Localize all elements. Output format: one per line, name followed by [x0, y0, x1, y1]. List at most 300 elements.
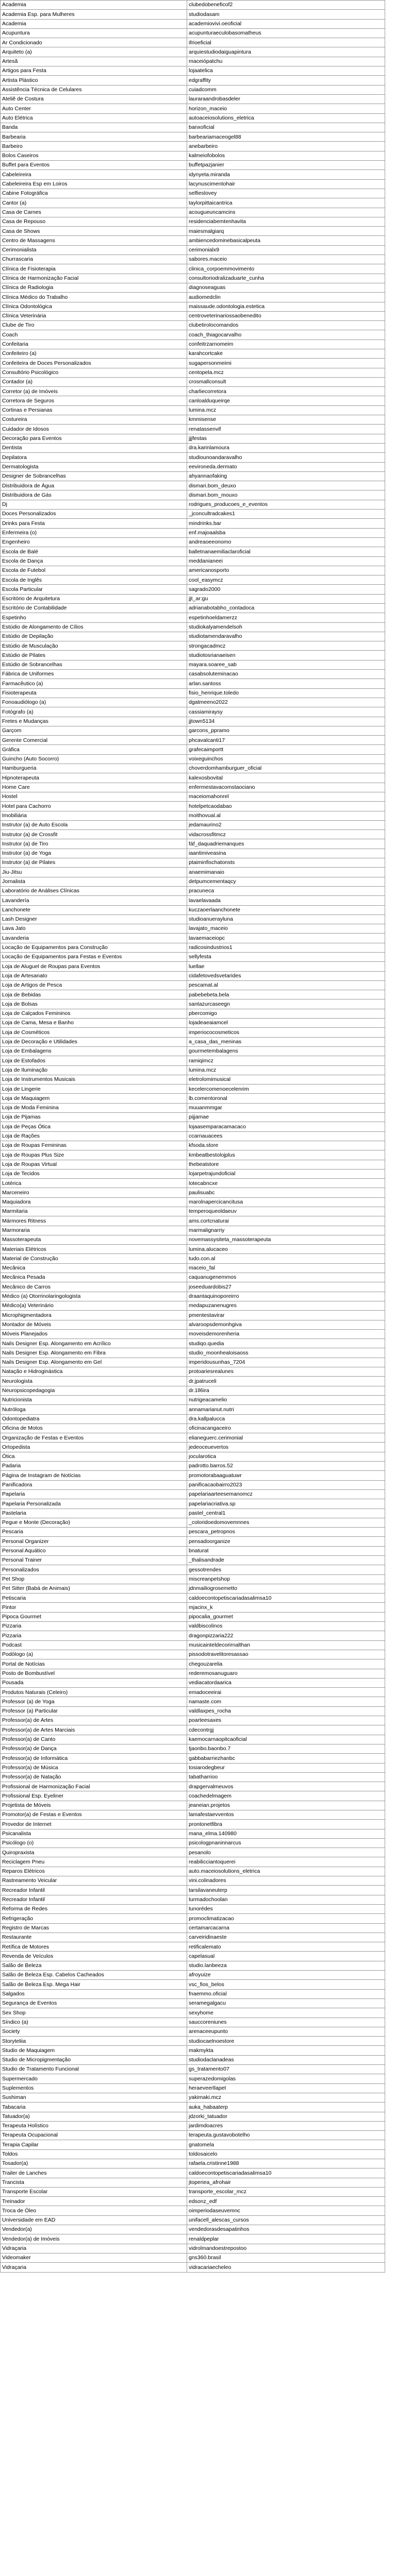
category-cell[interactable]: Toldos	[1, 2149, 187, 2159]
category-cell[interactable]: Gerente Comercial	[1, 736, 187, 745]
instagram-handle-cell[interactable]: vidracariaecheleo	[187, 2263, 385, 2272]
category-cell[interactable]: Materiais Elétricos	[1, 1245, 187, 1254]
category-cell[interactable]: Society	[1, 2027, 187, 2036]
instagram-handle-cell[interactable]: draantaquinoporeirro	[187, 1292, 385, 1301]
instagram-handle-cell[interactable]: cassiamiraysy	[187, 707, 385, 717]
category-cell[interactable]: Buffet para Eventos	[1, 161, 187, 170]
category-cell[interactable]: Professor(a) de Canto	[1, 1735, 187, 1744]
category-cell[interactable]: Home Care	[1, 783, 187, 792]
category-cell[interactable]: Psicólogo (o)	[1, 1838, 187, 1848]
category-cell[interactable]: Loja de Embalagens	[1, 1046, 187, 1056]
category-cell[interactable]: Panificadora	[1, 1480, 187, 1489]
instagram-handle-cell[interactable]: diagnoseaguas	[187, 283, 385, 292]
instagram-handle-cell[interactable]: karahcortcake	[187, 349, 385, 358]
category-cell[interactable]: Loja de Peças Ótica	[1, 1122, 187, 1131]
category-cell[interactable]: Loja de Moda Feminina	[1, 1103, 187, 1112]
category-cell[interactable]: Imobiliária	[1, 811, 187, 820]
category-cell[interactable]: Estúdio de Musculação	[1, 641, 187, 651]
category-cell[interactable]: Escola de Inglês	[1, 575, 187, 585]
instagram-handle-cell[interactable]: lb.comentoronal	[187, 1094, 385, 1103]
category-cell[interactable]: Drinks para Festa	[1, 519, 187, 528]
category-cell[interactable]: Loja de Instrumentos Musicais	[1, 1075, 187, 1084]
instagram-handle-cell[interactable]: kalexosbovital	[187, 773, 385, 783]
instagram-handle-cell[interactable]: renatassenvif	[187, 425, 385, 434]
category-cell[interactable]: Barbeiro	[1, 142, 187, 151]
category-cell[interactable]: Pet Shop	[1, 1574, 187, 1584]
instagram-handle-cell[interactable]: hotelpetcaodabao	[187, 802, 385, 811]
instagram-handle-cell[interactable]: valdlaxpes_rocha	[187, 1706, 385, 1716]
category-cell[interactable]: Provedor de Internet	[1, 1820, 187, 1829]
instagram-handle-cell[interactable]: terapeuta.gustavobotelho	[187, 2131, 385, 2140]
instagram-handle-cell[interactable]: auto.maceiosolutions_eletrica	[187, 1867, 385, 1876]
instagram-handle-cell[interactable]: residenciabemtenhavita	[187, 217, 385, 226]
category-cell[interactable]: Banda	[1, 123, 187, 132]
instagram-handle-cell[interactable]: lamafestaevventos	[187, 1810, 385, 1820]
instagram-handle-cell[interactable]: caquanugenemmos	[187, 1273, 385, 1282]
category-cell[interactable]: Posto de Bombustível	[1, 1669, 187, 1678]
category-cell[interactable]: Universidade em EAD	[1, 2215, 187, 2225]
category-cell[interactable]: Maquiadora	[1, 1197, 187, 1207]
instagram-handle-cell[interactable]: vendedorasdesapatinhos	[187, 2225, 385, 2234]
instagram-handle-cell[interactable]: arenaceeupunto	[187, 2027, 385, 2036]
category-cell[interactable]: Doces Personalizados	[1, 510, 187, 519]
instagram-handle-cell[interactable]: pmentestavirar	[187, 1311, 385, 1320]
category-cell[interactable]: Professor(a) de Dança	[1, 1744, 187, 1753]
instagram-handle-cell[interactable]: prontonetfibra	[187, 1820, 385, 1829]
instagram-handle-cell[interactable]: lojarpetrajundoficial	[187, 1169, 385, 1178]
instagram-handle-cell[interactable]: centroveterinariossaobenedito	[187, 311, 385, 320]
instagram-handle-cell[interactable]: enfermestavacomstaociano	[187, 783, 385, 792]
category-cell[interactable]: Loja de Bebidas	[1, 990, 187, 999]
category-cell[interactable]: Papelaria Personalizada	[1, 1499, 187, 1509]
category-cell[interactable]: Decoração para Eventos	[1, 434, 187, 443]
instagram-handle-cell[interactable]: horizon_maceio	[187, 104, 385, 113]
instagram-handle-cell[interactable]: pijjamae	[187, 1113, 385, 1122]
instagram-handle-cell[interactable]: studiotamendaravalho	[187, 632, 385, 641]
instagram-handle-cell[interactable]: ptaiminfischatonsts	[187, 858, 385, 868]
instagram-handle-cell[interactable]: voixeguinchos	[187, 754, 385, 764]
instagram-handle-cell[interactable]: dragonpizzaria222	[187, 1631, 385, 1640]
instagram-handle-cell[interactable]: acupunturaeculobasomatheus	[187, 28, 385, 38]
instagram-handle-cell[interactable]: caldoecontopetiscariadasalimsa10	[187, 1594, 385, 1603]
category-cell[interactable]: Cabine Fotográfica	[1, 189, 187, 198]
instagram-handle-cell[interactable]: studiounoandaravalho	[187, 453, 385, 462]
instagram-handle-cell[interactable]: emadoceeirai	[187, 1688, 385, 1697]
category-cell[interactable]: Escola de Futebol	[1, 566, 187, 575]
instagram-handle-cell[interactable]: renaldpeplar	[187, 2234, 385, 2244]
instagram-handle-cell[interactable]: phcavalcanti17	[187, 736, 385, 745]
category-cell[interactable]: Loja de Pijamas	[1, 1113, 187, 1122]
category-cell[interactable]: Instrutor (a) de Yoga	[1, 849, 187, 858]
instagram-handle-cell[interactable]: ifrioeficial	[187, 38, 385, 47]
category-cell[interactable]: Cortinas e Persianas	[1, 405, 187, 415]
category-cell[interactable]: Mármores Ritness	[1, 1216, 187, 1226]
instagram-handle-cell[interactable]: poarteesaxes	[187, 1716, 385, 1725]
instagram-handle-cell[interactable]: clubetirolocomandos	[187, 321, 385, 330]
instagram-handle-cell[interactable]: enf.majoaalsba	[187, 528, 385, 537]
category-cell[interactable]: Loja de Rações	[1, 1131, 187, 1141]
category-cell[interactable]: Trailer de Lanches	[1, 2168, 187, 2178]
instagram-handle-cell[interactable]: carveiridinaeste	[187, 1933, 385, 1942]
category-cell[interactable]: Assistência Técnica de Celulares	[1, 85, 187, 94]
instagram-handle-cell[interactable]: padrotto.barros.52	[187, 1462, 385, 1471]
instagram-handle-cell[interactable]: casabsoluteminacao	[187, 670, 385, 679]
category-cell[interactable]: Loja de Roupas Plus Size	[1, 1150, 187, 1160]
category-cell[interactable]: Vidraçaria	[1, 2263, 187, 2272]
instagram-handle-cell[interactable]: radicosindustrios1	[187, 943, 385, 952]
instagram-handle-cell[interactable]: anebarbeiro	[187, 142, 385, 151]
instagram-handle-cell[interactable]: jjtown5134	[187, 717, 385, 726]
instagram-handle-cell[interactable]: elianeguerc.cerimonial	[187, 1433, 385, 1443]
instagram-handle-cell[interactable]: studiqo.quedia	[187, 1339, 385, 1348]
category-cell[interactable]: Supermercado	[1, 2074, 187, 2083]
category-cell[interactable]: Corretora de Seguros	[1, 396, 187, 405]
instagram-handle-cell[interactable]: jjt_ar:gu	[187, 594, 385, 603]
instagram-handle-cell[interactable]: jardimdoacres	[187, 2121, 385, 2130]
instagram-handle-cell[interactable]: unifacell_alescas_cursos	[187, 2215, 385, 2225]
category-cell[interactable]: Rastreamento Veicular	[1, 1876, 187, 1886]
instagram-handle-cell[interactable]: lavaemaceiopc	[187, 934, 385, 943]
category-cell[interactable]: Oficina de Motos	[1, 1423, 187, 1433]
instagram-handle-cell[interactable]: maceiópatchu	[187, 57, 385, 66]
category-cell[interactable]: Instrutor (a) de Auto Escola	[1, 820, 187, 829]
category-cell[interactable]: Móveis Planejados	[1, 1329, 187, 1338]
instagram-handle-cell[interactable]: selfieslovey	[187, 189, 385, 198]
instagram-handle-cell[interactable]: gns360.brasil	[187, 2253, 385, 2262]
instagram-handle-cell[interactable]: cidafetovedsvetarides	[187, 971, 385, 980]
instagram-handle-cell[interactable]: retificalemato	[187, 1942, 385, 1952]
category-cell[interactable]: Organização de Festas e Eventos	[1, 1433, 187, 1443]
category-cell[interactable]: Escola de Dança	[1, 556, 187, 566]
category-cell[interactable]: Loja de Lingerie	[1, 1084, 187, 1094]
instagram-handle-cell[interactable]: studiodasam	[187, 10, 385, 19]
category-cell[interactable]: Consultório Psicológico	[1, 368, 187, 377]
instagram-handle-cell[interactable]: sagrado2000	[187, 585, 385, 594]
instagram-handle-cell[interactable]: anaemimanaio	[187, 868, 385, 877]
instagram-handle-cell[interactable]: kalmeiofobolos	[187, 151, 385, 160]
category-cell[interactable]: Pet Sitter (Babá de Animais)	[1, 1584, 187, 1593]
instagram-handle-cell[interactable]: sugapersonmeimi	[187, 359, 385, 368]
category-cell[interactable]: Escritório de Contabilidade	[1, 604, 187, 613]
category-cell[interactable]: Barbearia	[1, 132, 187, 142]
instagram-handle-cell[interactable]: seramegalgacu	[187, 1998, 385, 2008]
category-cell[interactable]: Lavandería	[1, 896, 187, 905]
category-cell[interactable]: Pipoca Gourmet	[1, 1612, 187, 1621]
instagram-handle-cell[interactable]: lumina.alucaceo	[187, 1245, 385, 1254]
instagram-handle-cell[interactable]: marmalignarriy	[187, 1226, 385, 1235]
category-cell[interactable]: Transporte Escolar	[1, 2187, 187, 2196]
instagram-handle-cell[interactable]: jdnmailiogrosemetto	[187, 1584, 385, 1593]
category-cell[interactable]: Hamburgueria	[1, 764, 187, 773]
category-cell[interactable]: Portal de Notícias	[1, 1659, 187, 1669]
instagram-handle-cell[interactable]: ccarnauacees	[187, 1131, 385, 1141]
category-cell[interactable]: Promotor(a) de Festas e Eventos	[1, 1810, 187, 1820]
category-cell[interactable]: Instrutor (a) de Tiro	[1, 839, 187, 849]
category-cell[interactable]: Costureira	[1, 415, 187, 425]
category-cell[interactable]: Marmoraria	[1, 1226, 187, 1235]
category-cell[interactable]: Confeiteiro (a)	[1, 349, 187, 358]
instagram-handle-cell[interactable]: vsc_fios_belos	[187, 1980, 385, 1989]
instagram-handle-cell[interactable]: oficinacangaceiro	[187, 1423, 385, 1433]
instagram-handle-cell[interactable]: fáf_daquadriemanques	[187, 839, 385, 849]
category-cell[interactable]: Personal Organizer	[1, 1537, 187, 1546]
category-cell[interactable]: Distribuidora de Água	[1, 481, 187, 490]
category-cell[interactable]: Personalizados	[1, 1565, 187, 1574]
category-cell[interactable]: Fretes e Mudanças	[1, 717, 187, 726]
instagram-handle-cell[interactable]: lumina.mcz	[187, 1065, 385, 1075]
category-cell[interactable]: Tatuador(a)	[1, 2112, 187, 2121]
category-cell[interactable]: Confeiteira de Doces Personalizados	[1, 359, 187, 368]
category-cell[interactable]: Personal Aquático	[1, 1546, 187, 1555]
instagram-handle-cell[interactable]: cerimonialx9	[187, 245, 385, 255]
category-cell[interactable]: Engenheiro	[1, 537, 187, 547]
category-cell[interactable]: Academia	[1, 19, 187, 28]
category-cell[interactable]: Treinador	[1, 2197, 187, 2206]
category-cell[interactable]: Restaurante	[1, 1933, 187, 1942]
instagram-handle-cell[interactable]: jeaneian.projetos	[187, 1801, 385, 1810]
category-cell[interactable]: Registro de Marcas	[1, 1923, 187, 1933]
instagram-handle-cell[interactable]: tosiarodegbeur	[187, 1763, 385, 1772]
instagram-handle-cell[interactable]: sexyhome	[187, 2008, 385, 2018]
instagram-handle-cell[interactable]: barbeariamaceogel88	[187, 132, 385, 142]
instagram-handle-cell[interactable]: kuczaoerlaanchonete	[187, 905, 385, 914]
instagram-handle-cell[interactable]: oimperiodaseuvemnc	[187, 2206, 385, 2215]
instagram-handle-cell[interactable]: kmbeatbestolojplus	[187, 1150, 385, 1160]
category-cell[interactable]: Refrigeração	[1, 1914, 187, 1923]
category-cell[interactable]: Loja de Calçados Femininos	[1, 1009, 187, 1018]
category-cell[interactable]: Terapia Capilar	[1, 2140, 187, 2149]
instagram-handle-cell[interactable]: lojaasemparacamacaco	[187, 1122, 385, 1131]
instagram-handle-cell[interactable]: _thalisandrade	[187, 1555, 385, 1565]
category-cell[interactable]: Tabacaria	[1, 2103, 187, 2112]
category-cell[interactable]: Professor(a) de Informática	[1, 1754, 187, 1763]
category-cell[interactable]: Mecânica	[1, 1263, 187, 1273]
instagram-handle-cell[interactable]: pabebebeta.bela	[187, 990, 385, 999]
instagram-handle-cell[interactable]: studioanuerayluna	[187, 914, 385, 924]
instagram-handle-cell[interactable]: idynyeta.miranda	[187, 170, 385, 179]
category-cell[interactable]: Lotérica	[1, 1179, 187, 1188]
category-cell[interactable]: Artista Plástico	[1, 76, 187, 85]
category-cell[interactable]: Mecânica Pesada	[1, 1273, 187, 1282]
instagram-handle-cell[interactable]: iaantimiveasina	[187, 849, 385, 858]
category-cell[interactable]: Bolos Caseiros	[1, 151, 187, 160]
instagram-handle-cell[interactable]: lojadeaeaiamcel	[187, 1019, 385, 1028]
category-cell[interactable]: Vendedor(a) de Imóveis	[1, 2234, 187, 2244]
instagram-handle-cell[interactable]: lavajato_maceio	[187, 924, 385, 934]
instagram-handle-cell[interactable]: ahyannaofaking	[187, 471, 385, 481]
instagram-handle-cell[interactable]: autoaceiosolutions_eletrica	[187, 113, 385, 123]
instagram-handle-cell[interactable]: academiovivi.oeoficial	[187, 19, 385, 28]
category-cell[interactable]: Sushiman	[1, 2093, 187, 2102]
category-cell[interactable]: Podólogo (a)	[1, 1650, 187, 1659]
instagram-handle-cell[interactable]: lojaatelica	[187, 66, 385, 76]
category-cell[interactable]: Salão de Beleza Esp. Mega Hair	[1, 1980, 187, 1989]
category-cell[interactable]: Trancista	[1, 2178, 187, 2187]
instagram-handle-cell[interactable]: toldosaicelo	[187, 2149, 385, 2159]
instagram-handle-cell[interactable]: dra.karinlamoura	[187, 443, 385, 452]
category-cell[interactable]: Projetista de Móveis	[1, 1801, 187, 1810]
category-cell[interactable]: Clínica de Radiologia	[1, 283, 187, 292]
category-cell[interactable]: Neuropsicopedagogia	[1, 1386, 187, 1395]
instagram-handle-cell[interactable]: pastel_central1	[187, 1509, 385, 1518]
category-cell[interactable]: Terapeuta Ocupacional	[1, 2131, 187, 2140]
instagram-handle-cell[interactable]: panificacaobairro2023	[187, 1480, 385, 1489]
instagram-handle-cell[interactable]: rodrigues_producoes_e_eventos	[187, 500, 385, 509]
instagram-handle-cell[interactable]: _jconcultradcakes1	[187, 510, 385, 519]
instagram-handle-cell[interactable]: tabatharrioo	[187, 1772, 385, 1782]
instagram-handle-cell[interactable]: turmadochoolan	[187, 1895, 385, 1904]
category-cell[interactable]: Nails Designer Esp. Alongamento em Gel	[1, 1358, 187, 1367]
category-cell[interactable]: Artesã	[1, 57, 187, 66]
category-cell[interactable]: Coach	[1, 330, 187, 340]
category-cell[interactable]: Loja de Iluminação	[1, 1065, 187, 1075]
category-cell[interactable]: Escritório de Arquitetura	[1, 594, 187, 603]
category-cell[interactable]: Estúdio de Alongamento de Cílios	[1, 622, 187, 632]
category-cell[interactable]: Mecânico de Carros	[1, 1282, 187, 1292]
category-cell[interactable]: Neurologista	[1, 1377, 187, 1386]
category-cell[interactable]: Loja de Roupas Virtual	[1, 1160, 187, 1169]
instagram-handle-cell[interactable]: rafaela.cristinne1988	[187, 2159, 385, 2168]
category-cell[interactable]: Reforma de Redes	[1, 1904, 187, 1913]
category-cell[interactable]: Sex Shop	[1, 2008, 187, 2018]
instagram-handle-cell[interactable]: pbercomigo	[187, 1009, 385, 1018]
instagram-handle-cell[interactable]: moithovual.al	[187, 811, 385, 820]
instagram-handle-cell[interactable]: arquiestudiodaiguapintura	[187, 47, 385, 57]
category-cell[interactable]: Estúdio de Pilates	[1, 651, 187, 660]
instagram-handle-cell[interactable]: kmmisense	[187, 415, 385, 425]
category-cell[interactable]: Natação e Hidroginástica	[1, 1367, 187, 1377]
instagram-handle-cell[interactable]: gs_tratamento07	[187, 2065, 385, 2074]
category-cell[interactable]: Loja de Cosméticos	[1, 1028, 187, 1037]
instagram-handle-cell[interactable]: studiokalyamendelsoh	[187, 622, 385, 632]
instagram-handle-cell[interactable]: tarsilavaneuterp	[187, 1886, 385, 1895]
instagram-handle-cell[interactable]: cuiadcomm	[187, 85, 385, 94]
category-cell[interactable]: Contador (a)	[1, 377, 187, 386]
instagram-handle-cell[interactable]: maceiomahonrel	[187, 792, 385, 801]
category-cell[interactable]: Pescaria	[1, 1528, 187, 1537]
category-cell[interactable]: Papelaria	[1, 1489, 187, 1499]
instagram-handle-cell[interactable]: edgraffity	[187, 76, 385, 85]
category-cell[interactable]: Enfermeira (o)	[1, 528, 187, 537]
instagram-handle-cell[interactable]: medapuzanenugres	[187, 1301, 385, 1310]
instagram-handle-cell[interactable]: transporte_escolar_mcz	[187, 2187, 385, 2196]
category-cell[interactable]: Vendedor(a)	[1, 2225, 187, 2234]
category-cell[interactable]: Designer de Sobrancelhas	[1, 471, 187, 481]
category-cell[interactable]: Recreador Infantil	[1, 1895, 187, 1904]
instagram-handle-cell[interactable]: capelasual	[187, 1952, 385, 1961]
instagram-handle-cell[interactable]: caldoecontopetiscariadasalimsa10	[187, 2168, 385, 2178]
category-cell[interactable]: Cabeleireira	[1, 170, 187, 179]
category-cell[interactable]: Auto Elétrica	[1, 113, 187, 123]
instagram-handle-cell[interactable]: grafecaimportt	[187, 745, 385, 754]
instagram-handle-cell[interactable]: pracuneca	[187, 886, 385, 895]
instagram-handle-cell[interactable]: pipocalia_gourmet	[187, 1612, 385, 1621]
category-cell[interactable]: Salão de Beleza Esp. Cabelos Cacheados	[1, 1971, 187, 1980]
category-cell[interactable]: Reciclagem Pneu	[1, 1857, 187, 1867]
category-cell[interactable]: Terapeuta Holístico	[1, 2121, 187, 2130]
category-cell[interactable]: Lava Jato	[1, 924, 187, 934]
category-cell[interactable]: Profissional de Harmonização Facial	[1, 1782, 187, 1791]
instagram-handle-cell[interactable]: vini.colinadores	[187, 1876, 385, 1886]
instagram-handle-cell[interactable]: rederemosanuguaro	[187, 1669, 385, 1678]
category-cell[interactable]: Lavanderia	[1, 934, 187, 943]
category-cell[interactable]: Loja de Decoração e Utilidades	[1, 1037, 187, 1046]
instagram-handle-cell[interactable]: makmykta	[187, 2046, 385, 2055]
instagram-handle-cell[interactable]: jedamaurino2	[187, 820, 385, 829]
instagram-handle-cell[interactable]: temperoqueoldaeuv	[187, 1207, 385, 1216]
category-cell[interactable]: Psicanalista	[1, 1829, 187, 1838]
instagram-handle-cell[interactable]: paulisuabc	[187, 1188, 385, 1197]
category-cell[interactable]: Marmitaria	[1, 1207, 187, 1216]
instagram-handle-cell[interactable]: dismari.bom_mouxo	[187, 490, 385, 500]
category-cell[interactable]: Suplementos	[1, 2083, 187, 2093]
category-cell[interactable]: Salgados	[1, 1989, 187, 1998]
instagram-handle-cell[interactable]: gourmetembalagens	[187, 1046, 385, 1056]
category-cell[interactable]: Locação de Equipamentos para Festas e Eventos	[1, 952, 187, 961]
instagram-handle-cell[interactable]: _coloridoedomovemnnes	[187, 1518, 385, 1527]
category-cell[interactable]: Depilatora	[1, 453, 187, 462]
category-cell[interactable]: Laboratório de Análises Clínicas	[1, 886, 187, 895]
category-cell[interactable]: Churrascaria	[1, 255, 187, 264]
instagram-handle-cell[interactable]: vidrolmandoestrepostoo	[187, 2244, 385, 2253]
instagram-handle-cell[interactable]: moveisdemorenheria	[187, 1329, 385, 1338]
instagram-handle-cell[interactable]: psicologpnaninnarcus	[187, 1838, 385, 1848]
category-cell[interactable]: Lanchonete	[1, 905, 187, 914]
instagram-handle-cell[interactable]: dgatmeeno2022	[187, 698, 385, 707]
category-cell[interactable]: Academia	[1, 1, 187, 10]
category-cell[interactable]: Jiu-Jitsu	[1, 868, 187, 877]
category-cell[interactable]: Studio de Micropigmentação	[1, 2055, 187, 2064]
instagram-handle-cell[interactable]: jtoperiea_afrohair	[187, 2178, 385, 2187]
category-cell[interactable]: Pousada	[1, 1678, 187, 1687]
instagram-handle-cell[interactable]: lumina.mcz	[187, 405, 385, 415]
category-cell[interactable]: Escola Particular	[1, 585, 187, 594]
instagram-handle-cell[interactable]: mjacinx_k	[187, 1603, 385, 1612]
category-cell[interactable]: Cantor (a)	[1, 198, 187, 208]
category-cell[interactable]: Segurança de Eventos	[1, 1998, 187, 2008]
category-cell[interactable]: Clínica Odontológica	[1, 302, 187, 311]
instagram-handle-cell[interactable]: dismari.bom_deuxo	[187, 481, 385, 490]
category-cell[interactable]: Hostel	[1, 792, 187, 801]
category-cell[interactable]: Pintor	[1, 1603, 187, 1612]
instagram-handle-cell[interactable]: andreaoeeonomo	[187, 537, 385, 547]
instagram-handle-cell[interactable]: acougueuncamcins	[187, 208, 385, 217]
instagram-handle-cell[interactable]: garcons_ppramo	[187, 726, 385, 735]
instagram-handle-cell[interactable]: tunorédes	[187, 1904, 385, 1913]
instagram-handle-cell[interactable]: jjjfestas	[187, 434, 385, 443]
category-cell[interactable]: Loja de Artigos de Pesca	[1, 980, 187, 990]
instagram-handle-cell[interactable]: vediacatordaarica	[187, 1678, 385, 1687]
instagram-handle-cell[interactable]: bnaturat	[187, 1546, 385, 1555]
category-cell[interactable]: Estúdio de Sobrancelhas	[1, 660, 187, 669]
category-cell[interactable]: Dj	[1, 500, 187, 509]
category-cell[interactable]: Artigos para Festa	[1, 66, 187, 76]
category-cell[interactable]: Fábrica de Uniformes	[1, 670, 187, 679]
category-cell[interactable]: Studio de Tratamento Funcional	[1, 2065, 187, 2074]
instagram-handle-cell[interactable]: clubedobeneficof2	[187, 1, 385, 10]
category-cell[interactable]: Cerimonialista	[1, 245, 187, 255]
category-cell[interactable]: Odontopediatra	[1, 1414, 187, 1423]
category-cell[interactable]: Massoterapeuta	[1, 1235, 187, 1244]
instagram-handle-cell[interactable]: drapgervalmeuvos	[187, 1782, 385, 1791]
instagram-handle-cell[interactable]: santazurcaseegn	[187, 999, 385, 1009]
category-cell[interactable]: Storyteliia	[1, 2037, 187, 2046]
category-cell[interactable]: Loja de Aluguel de Roupas para Eventos	[1, 962, 187, 971]
instagram-handle-cell[interactable]: studio.lanbeeza	[187, 1961, 385, 1970]
category-cell[interactable]: Petiscaria	[1, 1594, 187, 1603]
category-cell[interactable]: Casa de Shows	[1, 227, 187, 236]
category-cell[interactable]: Escola de Balé	[1, 547, 187, 556]
